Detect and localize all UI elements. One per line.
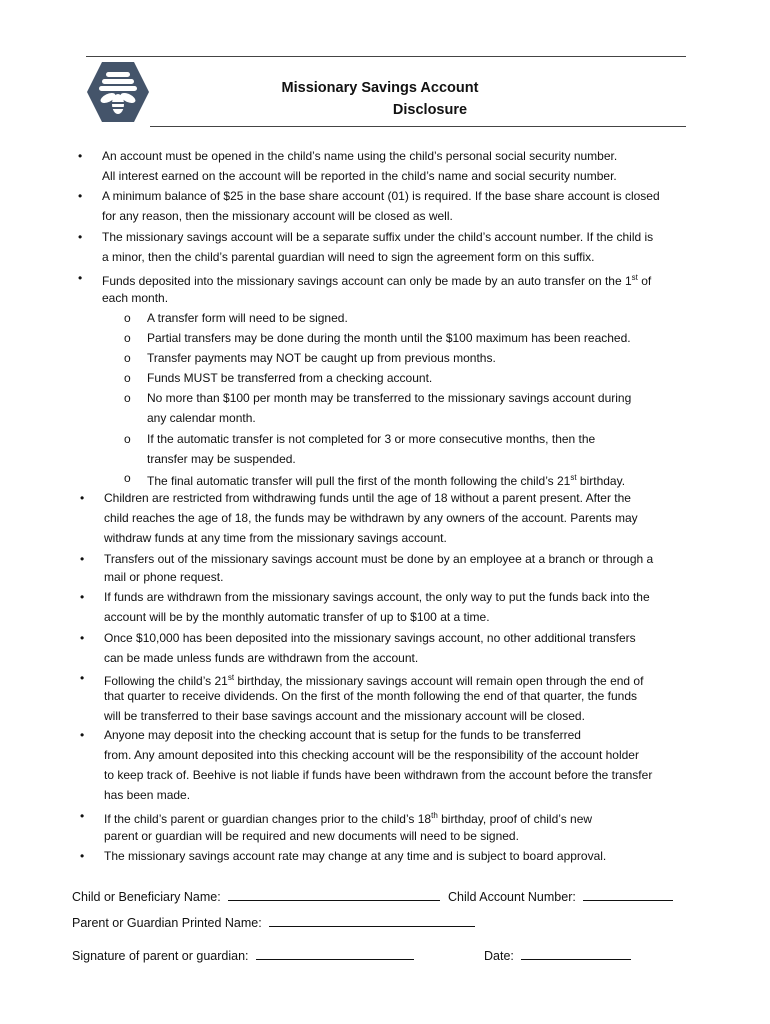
bullet-icon: • [80, 590, 85, 604]
child-account-label: Child Account Number: [448, 890, 576, 904]
child-account-number-field[interactable] [583, 888, 673, 901]
sub-bullet-text: Partial transfers may be done during the month until the $100 maximum has been reached. [147, 331, 631, 345]
child-name-label: Child or Beneficiary Name: [72, 890, 221, 904]
bullet-text: for any reason, then the missionary account will be closed as well. [102, 209, 453, 223]
beehive-hexagon-logo [86, 60, 150, 124]
page-title-line2: Disclosure [392, 102, 468, 118]
bullet-icon: • [80, 849, 85, 863]
bullet-text: A minimum balance of $25 in the base share account (01) is required. If the base share account is closed [102, 189, 660, 203]
bullet-icon: • [78, 230, 83, 244]
sub-bullet-text: transfer may be suspended. [147, 452, 296, 466]
bullet-text: Once $10,000 has been deposited into the missionary savings account, no other additional transfers [104, 631, 636, 645]
sub-bullet-icon: o [124, 391, 131, 405]
bullet-text: mail or phone request. [104, 570, 224, 584]
bullet-text: If the child’s parent or guardian changes prior to the child’s 18th birthday, proof of child’s new [104, 811, 593, 826]
bullet-icon: • [80, 631, 85, 645]
child-name-field-row [72, 888, 440, 904]
sub-bullet-icon: o [124, 351, 131, 365]
bullet-icon: • [80, 552, 85, 566]
sub-bullet-text: If the automatic transfer is not completed for 3 or more consecutive months, then the [147, 432, 596, 446]
guardian-name-field-row [72, 914, 475, 930]
child-name-field[interactable] [228, 888, 440, 901]
bullet-text: account will be by the monthly automatic transfer of up to $100 at a time. [104, 610, 490, 624]
header-bottom-rule [150, 126, 686, 127]
bullet-text: that quarter to receive dividends. On the first of the month following the end of that quarter, the funds [104, 689, 637, 703]
bullet-text: Following the child’s 21st birthday, the missionary savings account will remain open through the end of [104, 673, 644, 688]
bullet-icon: • [80, 491, 85, 505]
bullet-text: withdraw funds at any time from the missionary savings account. [104, 531, 447, 545]
sub-bullet-text: No more than $100 per month may be transferred to the missionary savings account during [147, 391, 632, 405]
signature-field-row [72, 947, 414, 963]
sub-bullet-icon: o [124, 371, 131, 385]
guardian-name-field[interactable] [269, 914, 475, 927]
bullet-text: from. Any amount deposited into this checking account will be the responsibility of the account holder [104, 748, 639, 762]
sub-bullet-icon: o [124, 471, 131, 485]
bullet-text: will be transferred to their base savings account and the missionary account will be closed. [104, 709, 585, 723]
bullet-text: If funds are withdrawn from the missionary savings account, the only way to put the funds back into the [104, 590, 650, 604]
bullet-text: Children are restricted from withdrawing funds until the age of 18 without a parent present. After the [104, 491, 631, 505]
sub-bullet-text: any calendar month. [147, 411, 256, 425]
signature-label: Signature of parent or guardian: [72, 949, 249, 963]
date-field-row [484, 947, 631, 963]
bullet-text: All interest earned on the account will be reported in the child’s name and social security number. [102, 169, 617, 183]
date-field[interactable] [521, 947, 631, 960]
bullet-text: to keep track of. Beehive is not liable if funds have been withdrawn from the account before the transfer [104, 768, 653, 782]
bullet-text: each month. [102, 291, 169, 305]
bullet-text: has been made. [104, 788, 191, 802]
bullet-icon: • [78, 189, 83, 203]
sub-bullet-text: A transfer form will need to be signed. [147, 311, 348, 325]
bullet-text: The missionary savings account rate may change at any time and is subject to board approval. [104, 849, 607, 863]
sub-bullet-icon: o [124, 311, 131, 325]
bullet-text: The missionary savings account will be a separate suffix under the child’s account number. If the child is [102, 230, 654, 244]
bullet-text: parent or guardian will be required and new documents will need to be signed. [104, 829, 519, 843]
bullet-text: child reaches the age of 18, the funds may be withdrawn by any owners of the account. Parents may [104, 511, 638, 525]
signature-field[interactable] [256, 947, 414, 960]
guardian-name-label: Parent or Guardian Printed Name: [72, 916, 262, 930]
page-title-line1: Missionary Savings Account [281, 80, 479, 96]
bullet-icon: • [78, 149, 83, 163]
bullet-icon: • [80, 809, 85, 823]
bullet-text: a minor, then the child’s parental guardian will need to sign the agreement form on this suffix. [102, 250, 595, 264]
bullet-text: Funds deposited into the missionary savings account can only be made by an auto transfer on the 1st of [102, 273, 652, 288]
bullet-icon: • [80, 728, 85, 742]
bullet-icon: • [80, 671, 85, 685]
sub-bullet-icon: o [124, 331, 131, 345]
bullet-text: Anyone may deposit into the checking account that is setup for the funds to be transferred [104, 728, 581, 742]
sub-bullet-text: Funds MUST be transferred from a checking account. [147, 371, 433, 385]
date-label: Date: [484, 949, 514, 963]
bullet-text: can be made unless funds are withdrawn from the account. [104, 651, 419, 665]
sub-bullet-text: The final automatic transfer will pull the first of the month following the child’s 21st birthday. [147, 473, 626, 488]
bullet-text: Transfers out of the missionary savings account must be done by an employee at a branch or through a [104, 552, 654, 566]
bullet-text: An account must be opened in the child’s name using the child’s personal social security number. [102, 149, 618, 163]
sub-bullet-icon: o [124, 432, 131, 446]
child-account-field-row [448, 888, 673, 904]
sub-bullet-text: Transfer payments may NOT be caught up from previous months. [147, 351, 496, 365]
bullet-icon: • [78, 271, 83, 285]
top-rule [86, 56, 686, 57]
